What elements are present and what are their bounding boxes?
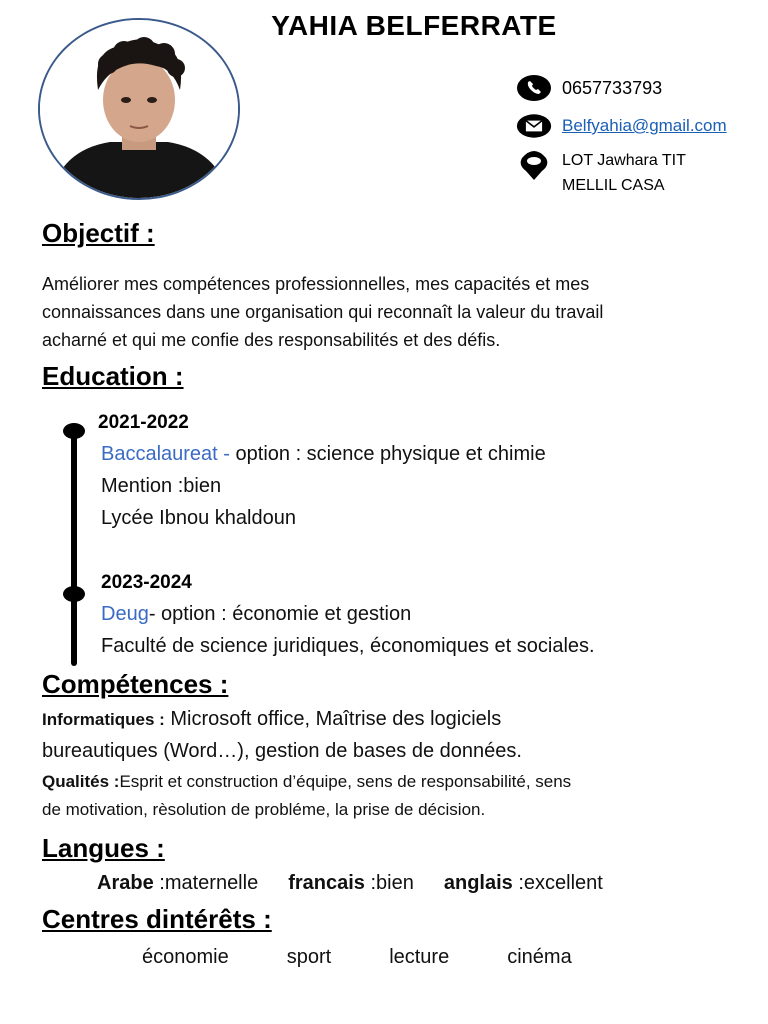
phone-number: 0657733793 xyxy=(562,77,663,98)
language-item xyxy=(288,872,414,895)
interests-heading: Centres dintérêts : xyxy=(42,904,272,934)
objective-line-2: connaissances dans une organisation qui reconnaît la valeur du travail xyxy=(42,302,604,322)
cv-name: YAHIA BELFERRATE xyxy=(271,10,557,41)
contact-address xyxy=(516,148,686,198)
timeline-dot-1 xyxy=(63,423,85,439)
interest-item: sport xyxy=(286,946,332,968)
edu-option-2: - option : économie et gestion xyxy=(148,603,412,625)
interest-item: cinéma xyxy=(507,946,572,968)
edu-school-1: Lycée Ibnou khaldoun xyxy=(101,507,296,529)
address-line-2: MELLIL CASA xyxy=(562,177,665,194)
edu-years-2: 2023-2024 xyxy=(101,572,192,593)
language-name: anglais xyxy=(443,872,513,894)
skills-qual-label: Qualités : xyxy=(42,772,120,791)
language-item xyxy=(444,872,603,895)
skills-qual-text-1: Esprit et construction d’équipe, sens de responsabilité, sens xyxy=(119,772,572,791)
edu-degree-line-2 xyxy=(101,603,411,626)
address-line-1: LOT Jawhara TIT xyxy=(562,152,686,169)
interest-item: lecture xyxy=(389,946,450,968)
objective-line-1: Améliorer mes compétences professionnelles, mes capacités et mes xyxy=(42,274,590,294)
language-level: :excellent xyxy=(512,872,603,894)
language-name: Arabe xyxy=(97,872,154,894)
skills-it-text-2: bureautiques (Word…), gestion de bases de données. xyxy=(42,740,522,762)
phone-icon xyxy=(516,74,552,102)
address-block xyxy=(562,148,686,198)
skills-qual-line-1 xyxy=(42,772,732,792)
skills-heading: Compétences : xyxy=(42,669,229,699)
edu-mention-1: Mention :bien xyxy=(101,475,222,497)
languages-list xyxy=(97,872,603,895)
education-heading: Education : xyxy=(42,361,184,391)
skills-it-label: Informatiques : xyxy=(42,710,165,729)
location-pin-icon xyxy=(516,152,552,180)
objective-heading: Objectif : xyxy=(42,218,155,248)
edu-years-1: 2021-2022 xyxy=(98,412,189,433)
email-link[interactable]: Belfyahia@gmail.com xyxy=(562,116,727,135)
skills-it-line-1 xyxy=(42,708,732,731)
contact-email xyxy=(516,112,727,140)
contact-phone xyxy=(516,74,662,102)
languages-heading: Langues : xyxy=(42,833,165,863)
language-item xyxy=(97,872,258,895)
timeline-line xyxy=(71,428,77,666)
edu-degree-2: Deug xyxy=(101,603,149,625)
edu-option-1: option : science physique et chimie xyxy=(235,443,546,465)
edu-degree-1: Baccalaureat - xyxy=(101,443,236,465)
language-level: :bien xyxy=(364,872,414,894)
skills-it-text-1: Microsoft office, Maîtrise des logiciels xyxy=(170,708,502,730)
timeline-dot-2 xyxy=(63,586,85,602)
objective-line-3: acharné et qui me confie des responsabilités et des défis. xyxy=(42,330,501,350)
language-level: :maternelle xyxy=(153,872,259,894)
edu-school-2: Faculté de science juridiques, économiques et sociales. xyxy=(101,635,595,657)
language-name: francais xyxy=(288,872,365,894)
envelope-icon xyxy=(516,112,552,140)
profile-photo xyxy=(38,18,240,200)
edu-degree-line-1 xyxy=(101,443,546,466)
portrait-illustration xyxy=(40,20,238,198)
objective-text xyxy=(42,270,722,354)
interests-list xyxy=(142,946,572,969)
skills-qual-text-2: de motivation, rèsolution de probléme, la prise de décision. xyxy=(42,800,486,819)
interest-item: économie xyxy=(142,946,229,968)
